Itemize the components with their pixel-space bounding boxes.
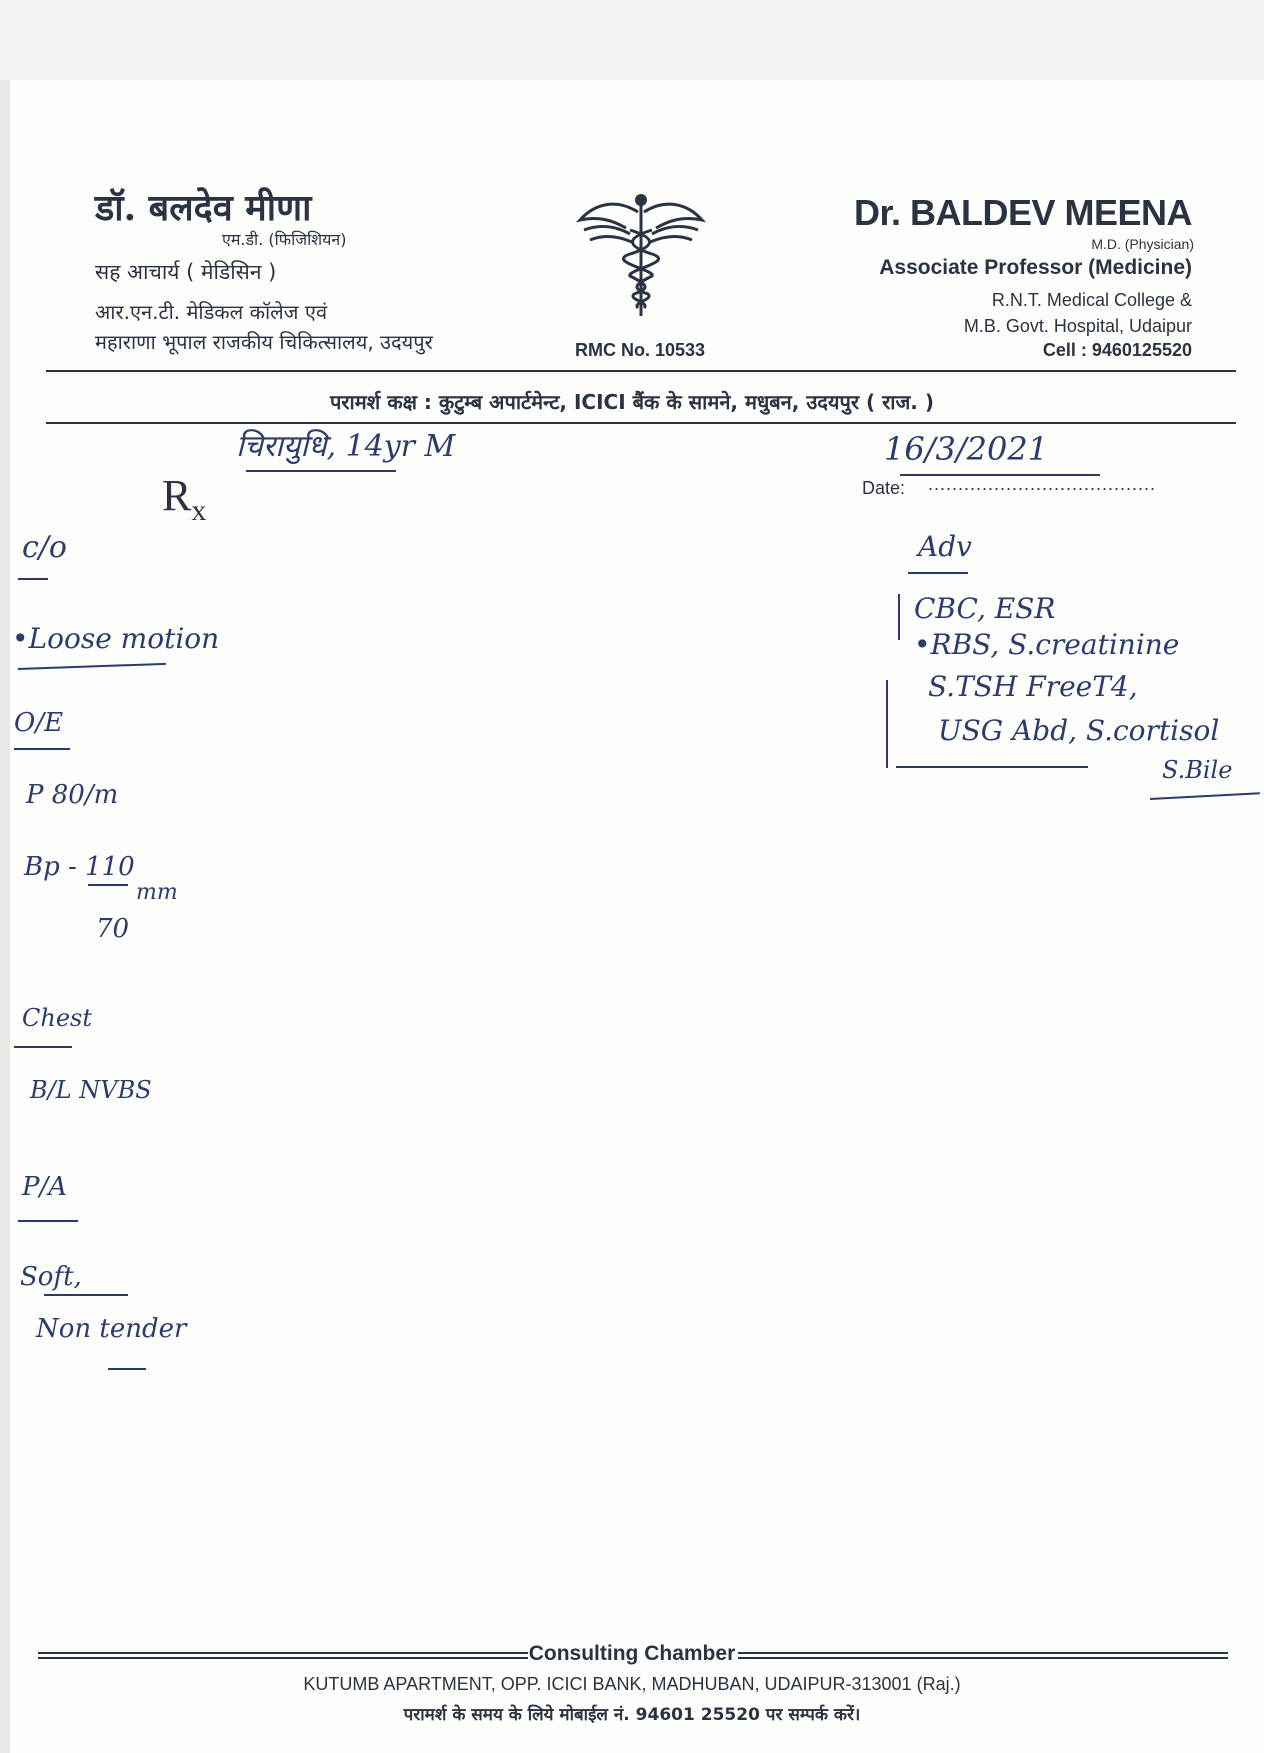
college-english-line2: M.B. Govt. Hospital, Udaipur <box>963 316 1192 336</box>
footer-title: Consulting Chamber <box>528 1642 736 1665</box>
college-hindi-line1: आर.एन.टी. मेडिकल कॉलेज एवं <box>95 300 328 324</box>
investigation-2: •RBS, S.creatinine <box>914 628 1180 661</box>
complaint-text: •Loose motion <box>12 622 220 655</box>
pa-heading-underline <box>18 1220 78 1222</box>
rx-subscript: x <box>191 493 207 527</box>
investigation-3: S.TSH FreeT4, <box>928 670 1138 703</box>
role-hindi: सह आचार्य ( मेडिसिन ) <box>95 260 277 284</box>
investigation-bracket-upper <box>898 594 900 640</box>
caduceus-icon <box>576 190 706 320</box>
complaint-heading-underline <box>18 578 48 580</box>
exam-heading: O/E <box>14 708 64 738</box>
chest-findings: B/L NVBS <box>30 1076 152 1104</box>
bp-fraction-line <box>88 884 128 886</box>
pa-finding-1: Soft, <box>20 1262 82 1292</box>
chest-heading: Chest <box>22 1004 92 1032</box>
degree-english: M.D. (Physician) <box>1091 236 1194 252</box>
degree-hindi: एम.डी. (फिजिशियन) <box>222 230 347 249</box>
date-label: Date: <box>862 478 906 498</box>
pa-finding-2: Non tender <box>36 1314 187 1344</box>
complaint-heading: c/o <box>22 530 67 565</box>
pa-finding-underline <box>44 1294 128 1296</box>
patient-underline <box>246 470 396 472</box>
bp-unit: mm <box>136 880 178 905</box>
role-english: Associate Professor (Medicine) <box>879 256 1192 279</box>
handwritten-date: 16/3/2021 <box>884 430 1049 468</box>
chest-heading-underline <box>14 1046 72 1048</box>
pa-finding-2-underline <box>108 1368 146 1370</box>
bp-diastolic: 70 <box>96 914 130 944</box>
rx-symbol <box>162 470 206 528</box>
bp-systolic: Bp - 110 <box>24 852 135 882</box>
advice-heading-underline <box>908 572 968 574</box>
investigation-underline <box>896 766 1088 768</box>
header-divider-top <box>46 370 1236 372</box>
footer-address: KUTUMB APARTMENT, OPP. ICICI BANK, MADHUBAN, UDAIPUR-313001 (Raj.) <box>303 1674 961 1694</box>
investigation-bracket-lower <box>886 680 888 768</box>
pa-heading: P/A <box>22 1172 68 1202</box>
date-field-dots: ...................................... <box>928 474 1157 494</box>
patient-info: चिरायुधि, 14yr M <box>236 429 456 464</box>
doctor-name-hindi: डॉ. बलदेव मीणा <box>95 187 312 229</box>
investigation-1: CBC, ESR <box>914 592 1056 625</box>
footer-contact-hindi: परामर्श के समय के लिये मोबाईल नं. 94601 25520 पर सम्पर्क करें। <box>403 1705 861 1725</box>
exam-heading-underline <box>14 748 70 750</box>
doctor-name-english: Dr. BALDEV MEENA <box>853 192 1192 233</box>
rx-letter: R <box>162 471 192 520</box>
pulse-reading: P 80/m <box>26 780 119 810</box>
college-hindi-line2: महाराणा भूपाल राजकीय चिकित्सालय, उदयपुर <box>95 330 433 354</box>
college-english-line1: R.N.T. Medical College & <box>991 290 1192 310</box>
rmc-number: RMC No. 10533 <box>575 340 706 360</box>
cell-number: Cell : 9460125520 <box>1042 340 1192 360</box>
scan-top-margin <box>0 0 1264 80</box>
header-divider-bottom <box>46 422 1236 424</box>
advice-heading: Adv <box>918 530 972 563</box>
investigation-5: S.Bile <box>1162 756 1233 784</box>
investigation-4: USG Abd, S.cortisol <box>938 714 1220 747</box>
chamber-address: परामर्श कक्ष : कुटुम्ब अपार्टमेन्ट, ICICI बैंक के सामने, मधुबन, उदयपुर ( राज. ) <box>329 390 935 414</box>
